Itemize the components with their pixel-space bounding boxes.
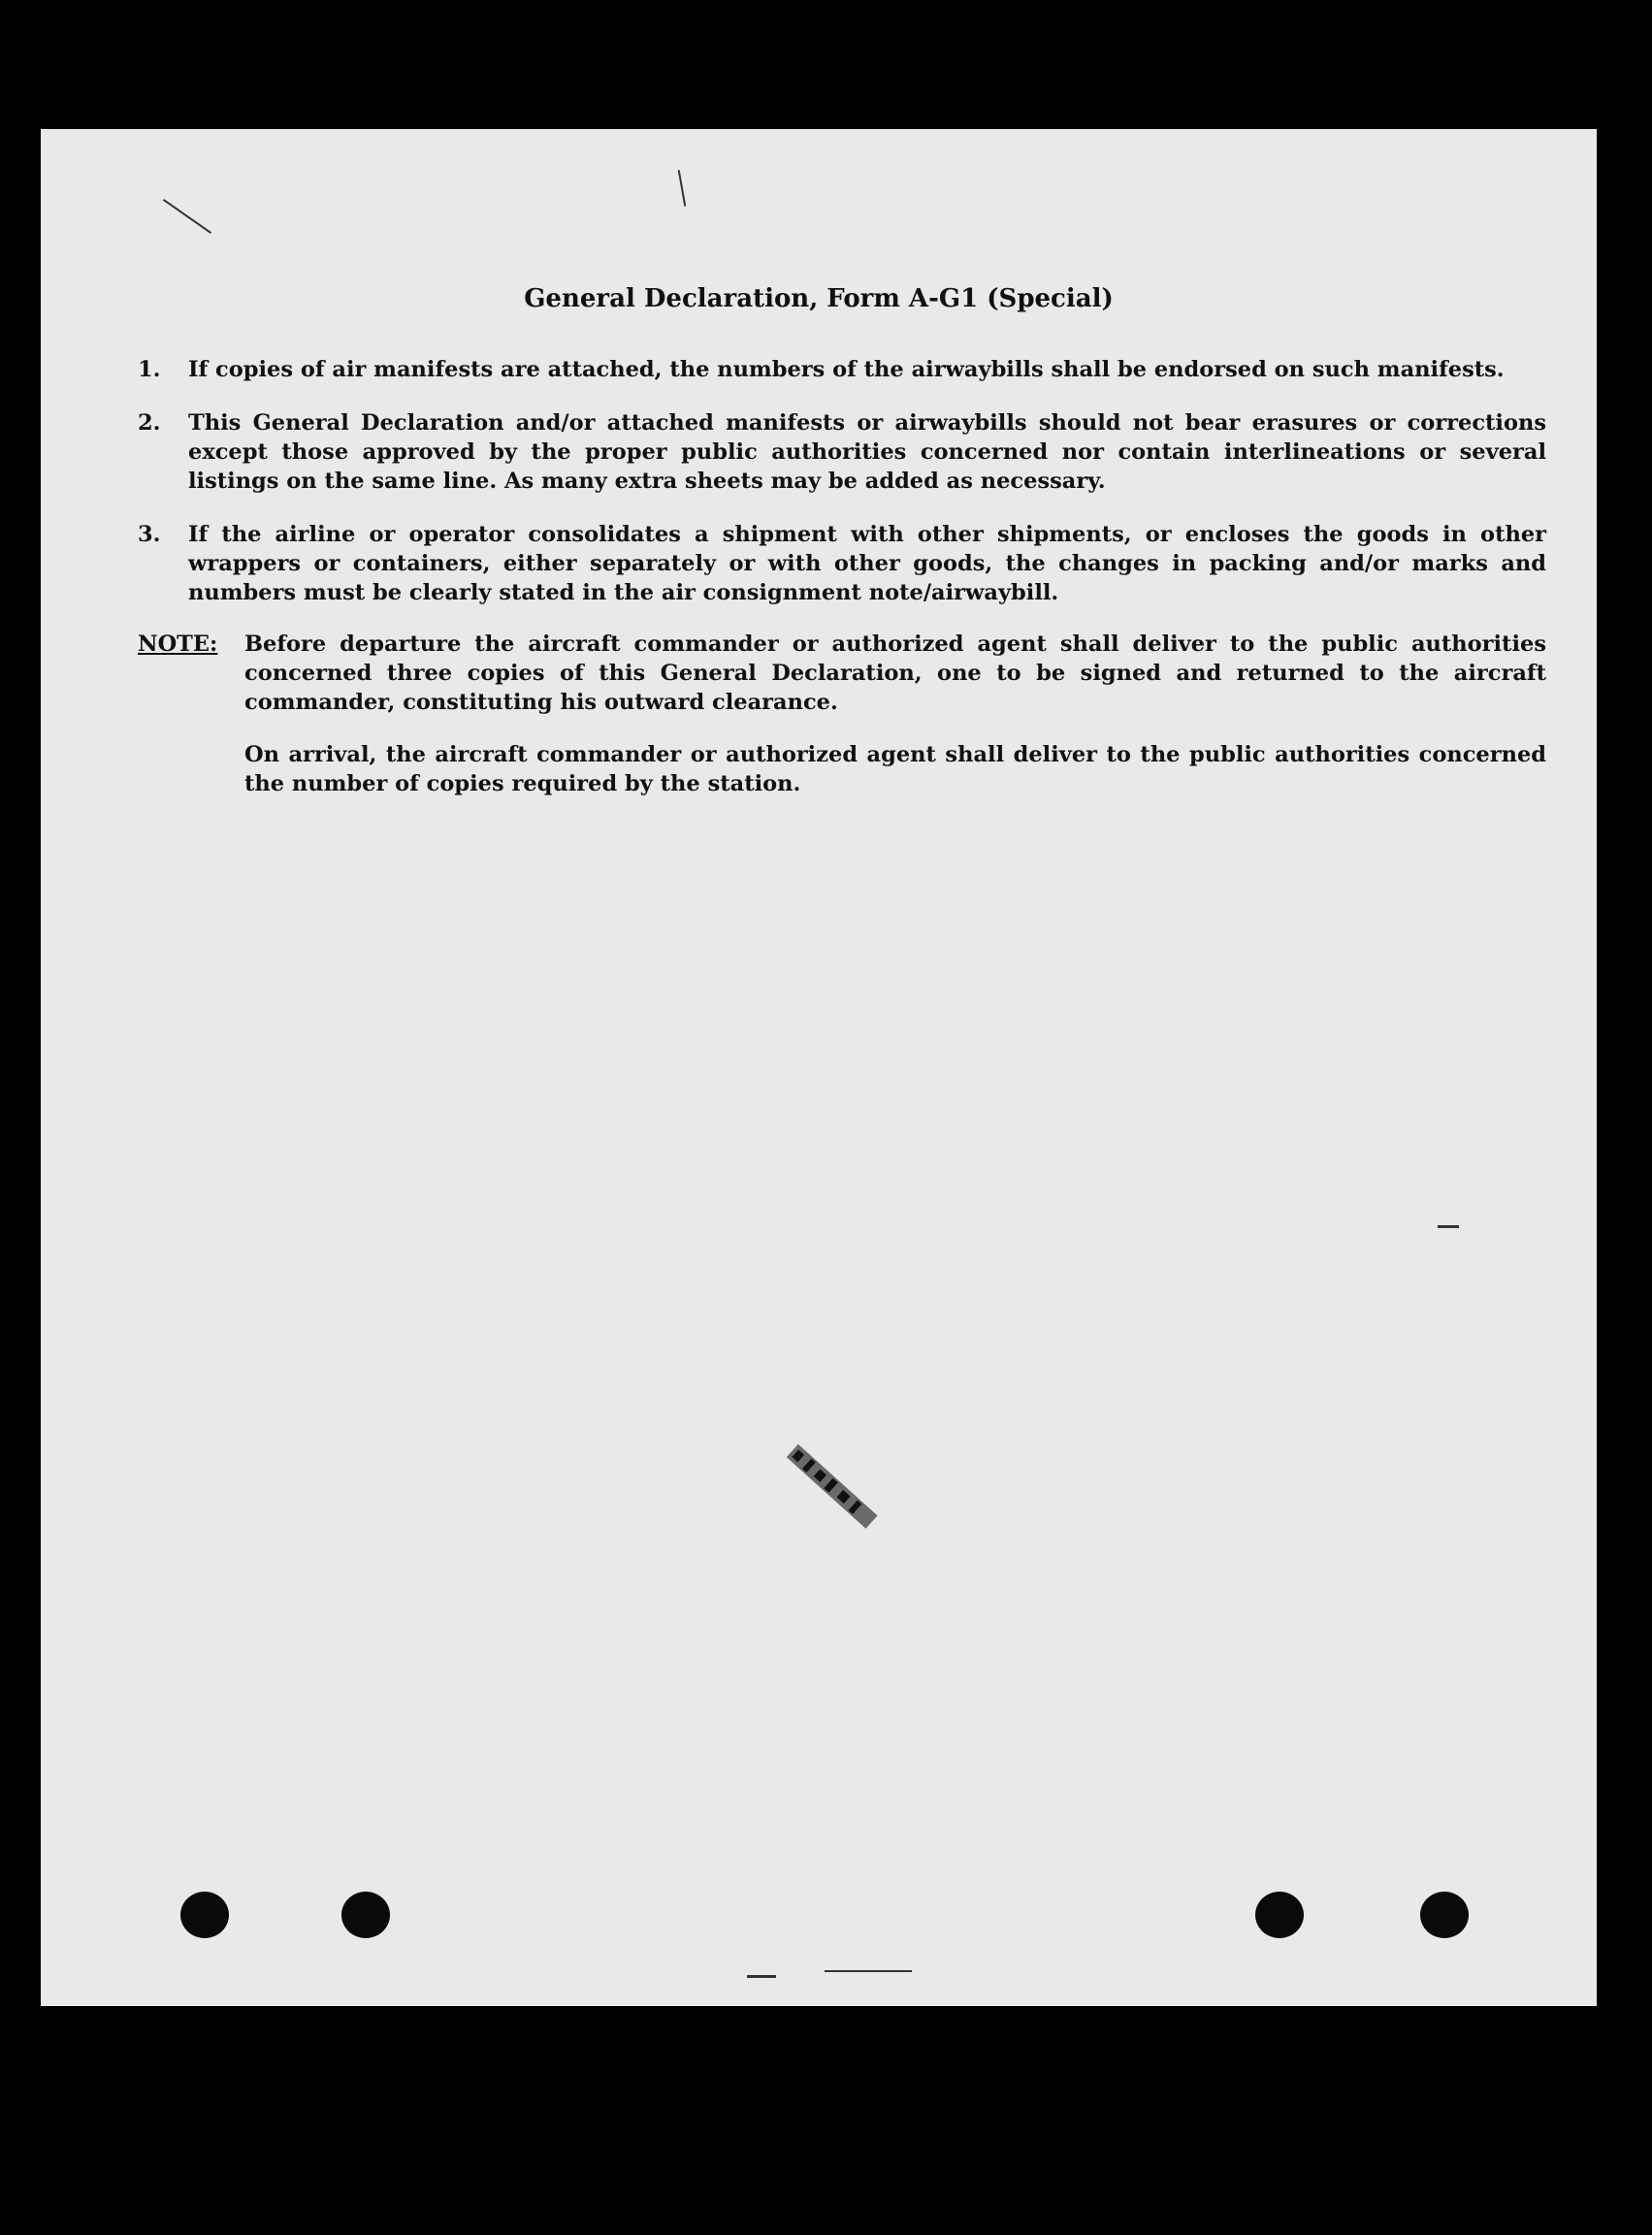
note-block (138, 630, 1546, 798)
pen-stroke-mark (1438, 1225, 1459, 1228)
pen-stroke-mark (163, 199, 211, 234)
document-page (41, 129, 1597, 2006)
punch-hole (1255, 1892, 1304, 1938)
punch-hole (341, 1892, 390, 1938)
smudged-stamp-mark (768, 1419, 894, 1555)
punch-hole (180, 1892, 229, 1938)
list-item (138, 520, 1546, 607)
list-item-text: This General Declaration and/or attached manifests or airwaybills should not bear erasures or corrections except those approved by the proper public authorities concerned nor contain interlineations or several listings on the same line. As many extra sheets may be added as necessary. (188, 410, 1546, 494)
list-item-text: If the airline or operator consolidates a shipment with other shipments, or encloses the goods in other wrappers or containers, either separately or with other goods, the changes in packing and/or marks and numbers must be clearly stated in the air consignment note/airwaybill. (188, 522, 1546, 605)
pen-stroke-mark (678, 170, 687, 207)
list-item (138, 355, 1546, 384)
pen-stroke-mark (825, 1970, 912, 1972)
note-paragraph: Before departure the aircraft commander or authorized agent shall deliver to the public authorities concerned three copies of this General Declaration, one to be signed and returned to the aircraft commander, constituting his outward clearance. (244, 632, 1546, 715)
list-item (138, 408, 1546, 496)
pen-stroke-mark (747, 1975, 776, 1978)
note-paragraph: On arrival, the aircraft commander or authorized agent shall deliver to the public authorities concerned the number of copies required by the station. (244, 742, 1546, 796)
document-title: General Declaration, Form A-G1 (Special) (524, 284, 1114, 313)
punch-hole (1420, 1892, 1469, 1938)
list-item-number: 3. (138, 522, 161, 547)
list-item-text: If copies of air manifests are attached, the numbers of the airwaybills shall be endorsed on such manifests. (188, 357, 1505, 382)
note-label: NOTE: (138, 632, 218, 657)
list-item-number: 1. (138, 357, 161, 382)
list-item-number: 2. (138, 410, 161, 436)
